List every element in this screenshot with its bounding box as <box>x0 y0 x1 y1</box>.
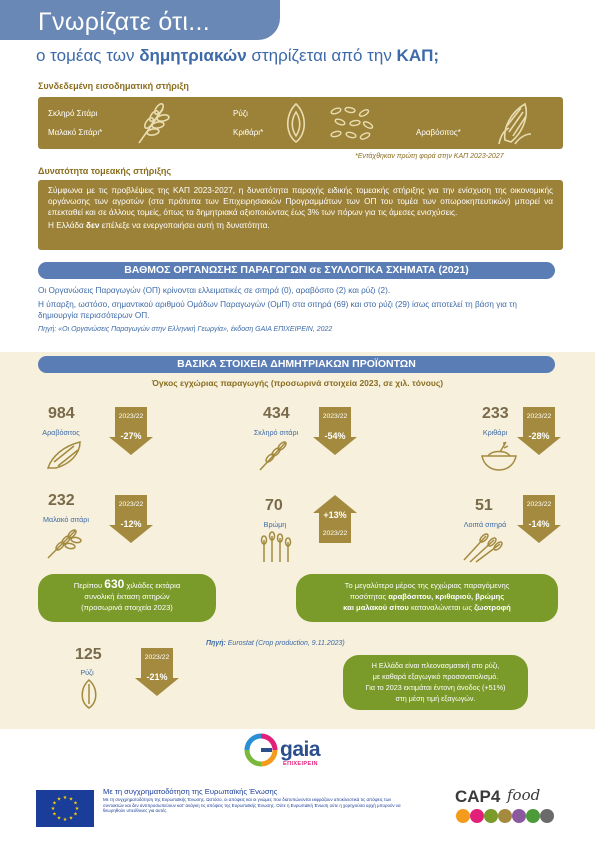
change-percent: -12% <box>120 519 142 529</box>
grain-bundle-icon <box>460 530 504 569</box>
change-period: 2023/22 <box>118 501 144 508</box>
area-pill-text: Περίπου <box>73 581 105 590</box>
gaia-logo-subtitle: ΕΠΙΧΕΙΡΕΙΝ <box>283 761 318 767</box>
change-percent: -27% <box>120 431 142 441</box>
area-pill-line-2: συνολική έκταση σιτηρών <box>84 592 170 601</box>
rice-grain-icon <box>78 678 100 715</box>
gaia-logo-icon <box>244 733 278 772</box>
change-arrow-down <box>109 407 153 455</box>
cap4food-logo-food: food <box>507 786 541 804</box>
eu-flag-icon <box>36 790 94 827</box>
linked-support-footnote: *Εντάχθηκαν πρώτη φορά στην ΚΑΠ 2023-2027 <box>355 153 504 160</box>
change-arrow-down <box>109 495 153 543</box>
change-arrow-up <box>313 495 357 543</box>
grain-seed-icon <box>283 102 309 149</box>
change-period: 2023/22 <box>144 654 170 661</box>
change-period: 2023/22 <box>526 413 552 420</box>
feed-pill-line-1: Το μεγαλύτερο μέρος της εγχώριας παραγόμενης <box>344 581 510 590</box>
rice-pill-line-2: με καθαρά εξαγωγικό προσανατολισμό. <box>372 672 499 681</box>
area-pill-line-3: (προσωρινά στοιχεία 2023) <box>81 603 173 612</box>
crop-name: Μαλακό σιτάρι <box>43 515 89 524</box>
crop-value: 233 <box>482 405 509 422</box>
crop-value: 434 <box>263 405 290 422</box>
change-percent: -21% <box>146 672 168 682</box>
corn-icon <box>493 100 537 151</box>
svg-text:★: ★ <box>56 815 62 822</box>
feed-info-pill <box>296 574 558 622</box>
change-arrow-down <box>313 407 357 455</box>
cap4food-icons <box>455 806 555 831</box>
subtitle-text-1: ο τομέας των <box>36 46 140 65</box>
crop-name: Αραβόσιτος <box>42 428 80 437</box>
change-period: 2023/22 <box>322 530 348 537</box>
organization-source: Πηγή: «Οι Οργανώσεις Παραγωγών στην Ελληνική Γεωργία», έκδοση GAIA ΕΠΙΧΕΙΡΕΙΝ, 2022 <box>38 326 333 333</box>
organization-line-2: Η ύπαρξη, ωστόσο, σημαντικού αριθμού Ομάδων Παραγωγών (ΟμΠ) στα σιτηρά (69) και στο ρύζι (29) ίσως αποτελεί τη βάση για τη δημιουργία περισσότερων ΟΠ. <box>38 300 517 320</box>
crop-value: 125 <box>75 646 102 663</box>
source-label: Πηγή: <box>206 640 226 647</box>
page-title: Γνωρίζατε ότι... <box>38 8 210 36</box>
greece-choice-text <box>48 220 553 231</box>
change-arrow-down <box>135 648 179 696</box>
page-subtitle <box>36 46 439 66</box>
svg-text:★: ★ <box>68 815 74 822</box>
crop-name: Κριθάρι <box>482 428 508 437</box>
organization-text <box>38 285 558 321</box>
change-period: 2023/22 <box>118 413 144 420</box>
rice-grains-icon <box>328 105 374 146</box>
svg-text:★: ★ <box>74 806 80 812</box>
feed-pill-bold-3: ζωοτροφή <box>474 603 511 612</box>
sector-support-label: Δυνατότητα τομεακής στήριξης <box>38 166 172 176</box>
basics-section-bar: ΒΑΣΙΚΑ ΣΤΟΙΧΕΙΑ ΔΗΜΗΤΡΙΑΚΩΝ ΠΡΟΪΟΝΤΩΝ <box>38 356 555 373</box>
sector-support-paragraph: Σύμφωνα με τις προβλέψεις της ΚΑΠ 2023-2027, η δυνατότητα παροχής ειδικής τομεακής στήριξης για την ενίσχυση της οικονομικής οργάνωσης των αγροτών (στα πρότυπα των Επιχειρησιακών Προγραμμάτων των ΟΠ του τομέα των οπωροκηπευτικών) μπορεί να επεκταθεί και σε άλλους τομείς, όπως τα δημητριακά αξιοποιώντας έως 3% των πόρων για τις άμεσες ενισχύσεις. <box>48 186 553 218</box>
svg-text:★: ★ <box>62 795 68 801</box>
hard-wheat-label: Σκληρό Σιτάρι <box>48 109 98 118</box>
volume-title: Όγκος εγχώριας παραγωγής (προσωρινά στοιχεία 2023, σε χιλ. τόνους) <box>151 378 444 388</box>
wheat-icon <box>256 438 296 477</box>
feed-pill-text: ποσότητας <box>349 592 389 601</box>
subtitle-bold-2: ΚΑΠ; <box>396 46 440 65</box>
subtitle-text-2: στηρίζεται από την <box>246 46 397 65</box>
rice-label: Ρύζι <box>233 109 248 118</box>
gaia-logo-text: gaia <box>280 738 321 761</box>
area-pill-line-1 <box>38 579 216 591</box>
svg-text:★: ★ <box>50 806 56 812</box>
svg-text:★: ★ <box>73 800 78 807</box>
greece-bold: δεν <box>86 220 100 230</box>
corn-icon <box>44 438 88 477</box>
linked-support-label: Συνδεδεμένη εισοδηματική στήριξη <box>38 81 189 91</box>
feed-pill-bold: αραβόσιτου, κριθαριού, βρώμης <box>388 592 505 601</box>
area-pill-number: 630 <box>104 577 125 591</box>
sector-support-box <box>38 180 563 250</box>
svg-text:★: ★ <box>68 796 74 803</box>
subtitle-bold-1: δημητριακών <box>139 46 247 65</box>
svg-text:★: ★ <box>52 811 57 818</box>
wheat-icon <box>133 101 175 150</box>
rice-pill-line-4: στη μέση τιμή εξαγωγών. <box>395 694 476 703</box>
organization-section-bar: ΒΑΘΜΟΣ ΟΡΓΑΝΩΣΗΣ ΠΑΡΑΓΩΓΩΝ σε ΣΥΛΛΟΓΙΚΑ ΣΧΗΜΑΤΑ (2021) <box>38 262 555 279</box>
feed-pill-bold-2: και μαλακού σίτου <box>343 603 409 612</box>
crop-value: 51 <box>475 497 493 514</box>
feed-pill-text-2: καταναλώνεται ως <box>408 603 475 612</box>
svg-text:★: ★ <box>73 811 78 818</box>
area-pill-unit: χιλιάδες εκτάρια <box>124 581 181 590</box>
change-period: 2023/22 <box>526 501 552 508</box>
crop-name: Βρώμη <box>263 520 287 529</box>
svg-text:★: ★ <box>52 800 57 807</box>
crop-value: 232 <box>48 492 75 509</box>
change-percent: -28% <box>528 431 550 441</box>
crop-value: 984 <box>48 405 75 422</box>
wheat-icon <box>44 526 86 565</box>
source-text: Eurostat (Crop production, 9.11.2023) <box>225 640 345 647</box>
organization-line-1: Οι Οργανώσεις Παραγωγών (ΟΠ) κρίνονται ελλειματικές σε σιτηρά (0), αραβόσιτο (2) και ρύζι (2). <box>38 286 391 295</box>
crop-name: Σκληρό σιτάρι <box>253 428 299 437</box>
oats-icon <box>258 530 298 569</box>
change-arrow-down <box>517 495 561 543</box>
crop-name: Λοιπά σιτηρά <box>463 520 507 529</box>
grain-bowl-icon <box>478 438 520 477</box>
cap4food-logo-text: CAP4 <box>455 787 501 806</box>
rice-info-pill <box>343 655 528 710</box>
greece-text-1: Η Ελλάδα <box>48 220 87 230</box>
svg-text:★: ★ <box>56 796 62 803</box>
feed-pill-line-3 <box>296 602 558 613</box>
change-percent: +13% <box>323 510 347 520</box>
rice-pill-line-1: Η Ελλάδα είναι πλεονασματική στο ρύζι, <box>371 661 500 670</box>
svg-text:★: ★ <box>62 817 68 823</box>
feed-pill-line-2 <box>296 591 558 602</box>
maize-label: Αραβόσιτος* <box>416 128 461 137</box>
change-period: 2023/22 <box>322 413 348 420</box>
barley-label: Κριθάρι* <box>233 128 264 137</box>
soft-wheat-label: Μαλακό Σιτάρι* <box>48 128 103 137</box>
rice-pill-line-3: Για το 2023 εκτιμάται έντονη άνοδος (+51%) <box>365 683 506 692</box>
change-arrow-down <box>517 407 561 455</box>
eu-cofunding-title: Με τη συγχρηματοδότηση της Ευρωπαϊκής Ένωσης <box>103 787 278 796</box>
linked-support-box <box>38 97 563 149</box>
area-info-pill <box>38 574 216 622</box>
crop-name: Ρύζι <box>80 668 94 677</box>
change-percent: -54% <box>324 431 346 441</box>
greece-text-2: επέλεξε να ενεργοποιήσει αυτή τη δυνατότητα. <box>99 220 270 230</box>
eu-disclaimer: Με τη συγχρηματοδότηση της Ευρωπαϊκής Ένωσης. Ωστόσο, οι απόψεις και οι γνώμες που διατυπώνονται εκφράζουν αποκλειστικά τις απόψεις των συντακτών και δεν αντιπροσωπεύουν κατ’ ανάγκη τις απόψεις της Ευρωπαϊκής Ένωσης. Ούτε η Ευρωπαϊκή Ένωση ούτε η χορηγούσα αρχή μπορούν να θεωρηθούν υπεύθυνες για αυτές. <box>103 797 401 813</box>
crop-value: 70 <box>265 497 283 514</box>
change-percent: -14% <box>528 519 550 529</box>
eurostat-source <box>206 640 345 647</box>
